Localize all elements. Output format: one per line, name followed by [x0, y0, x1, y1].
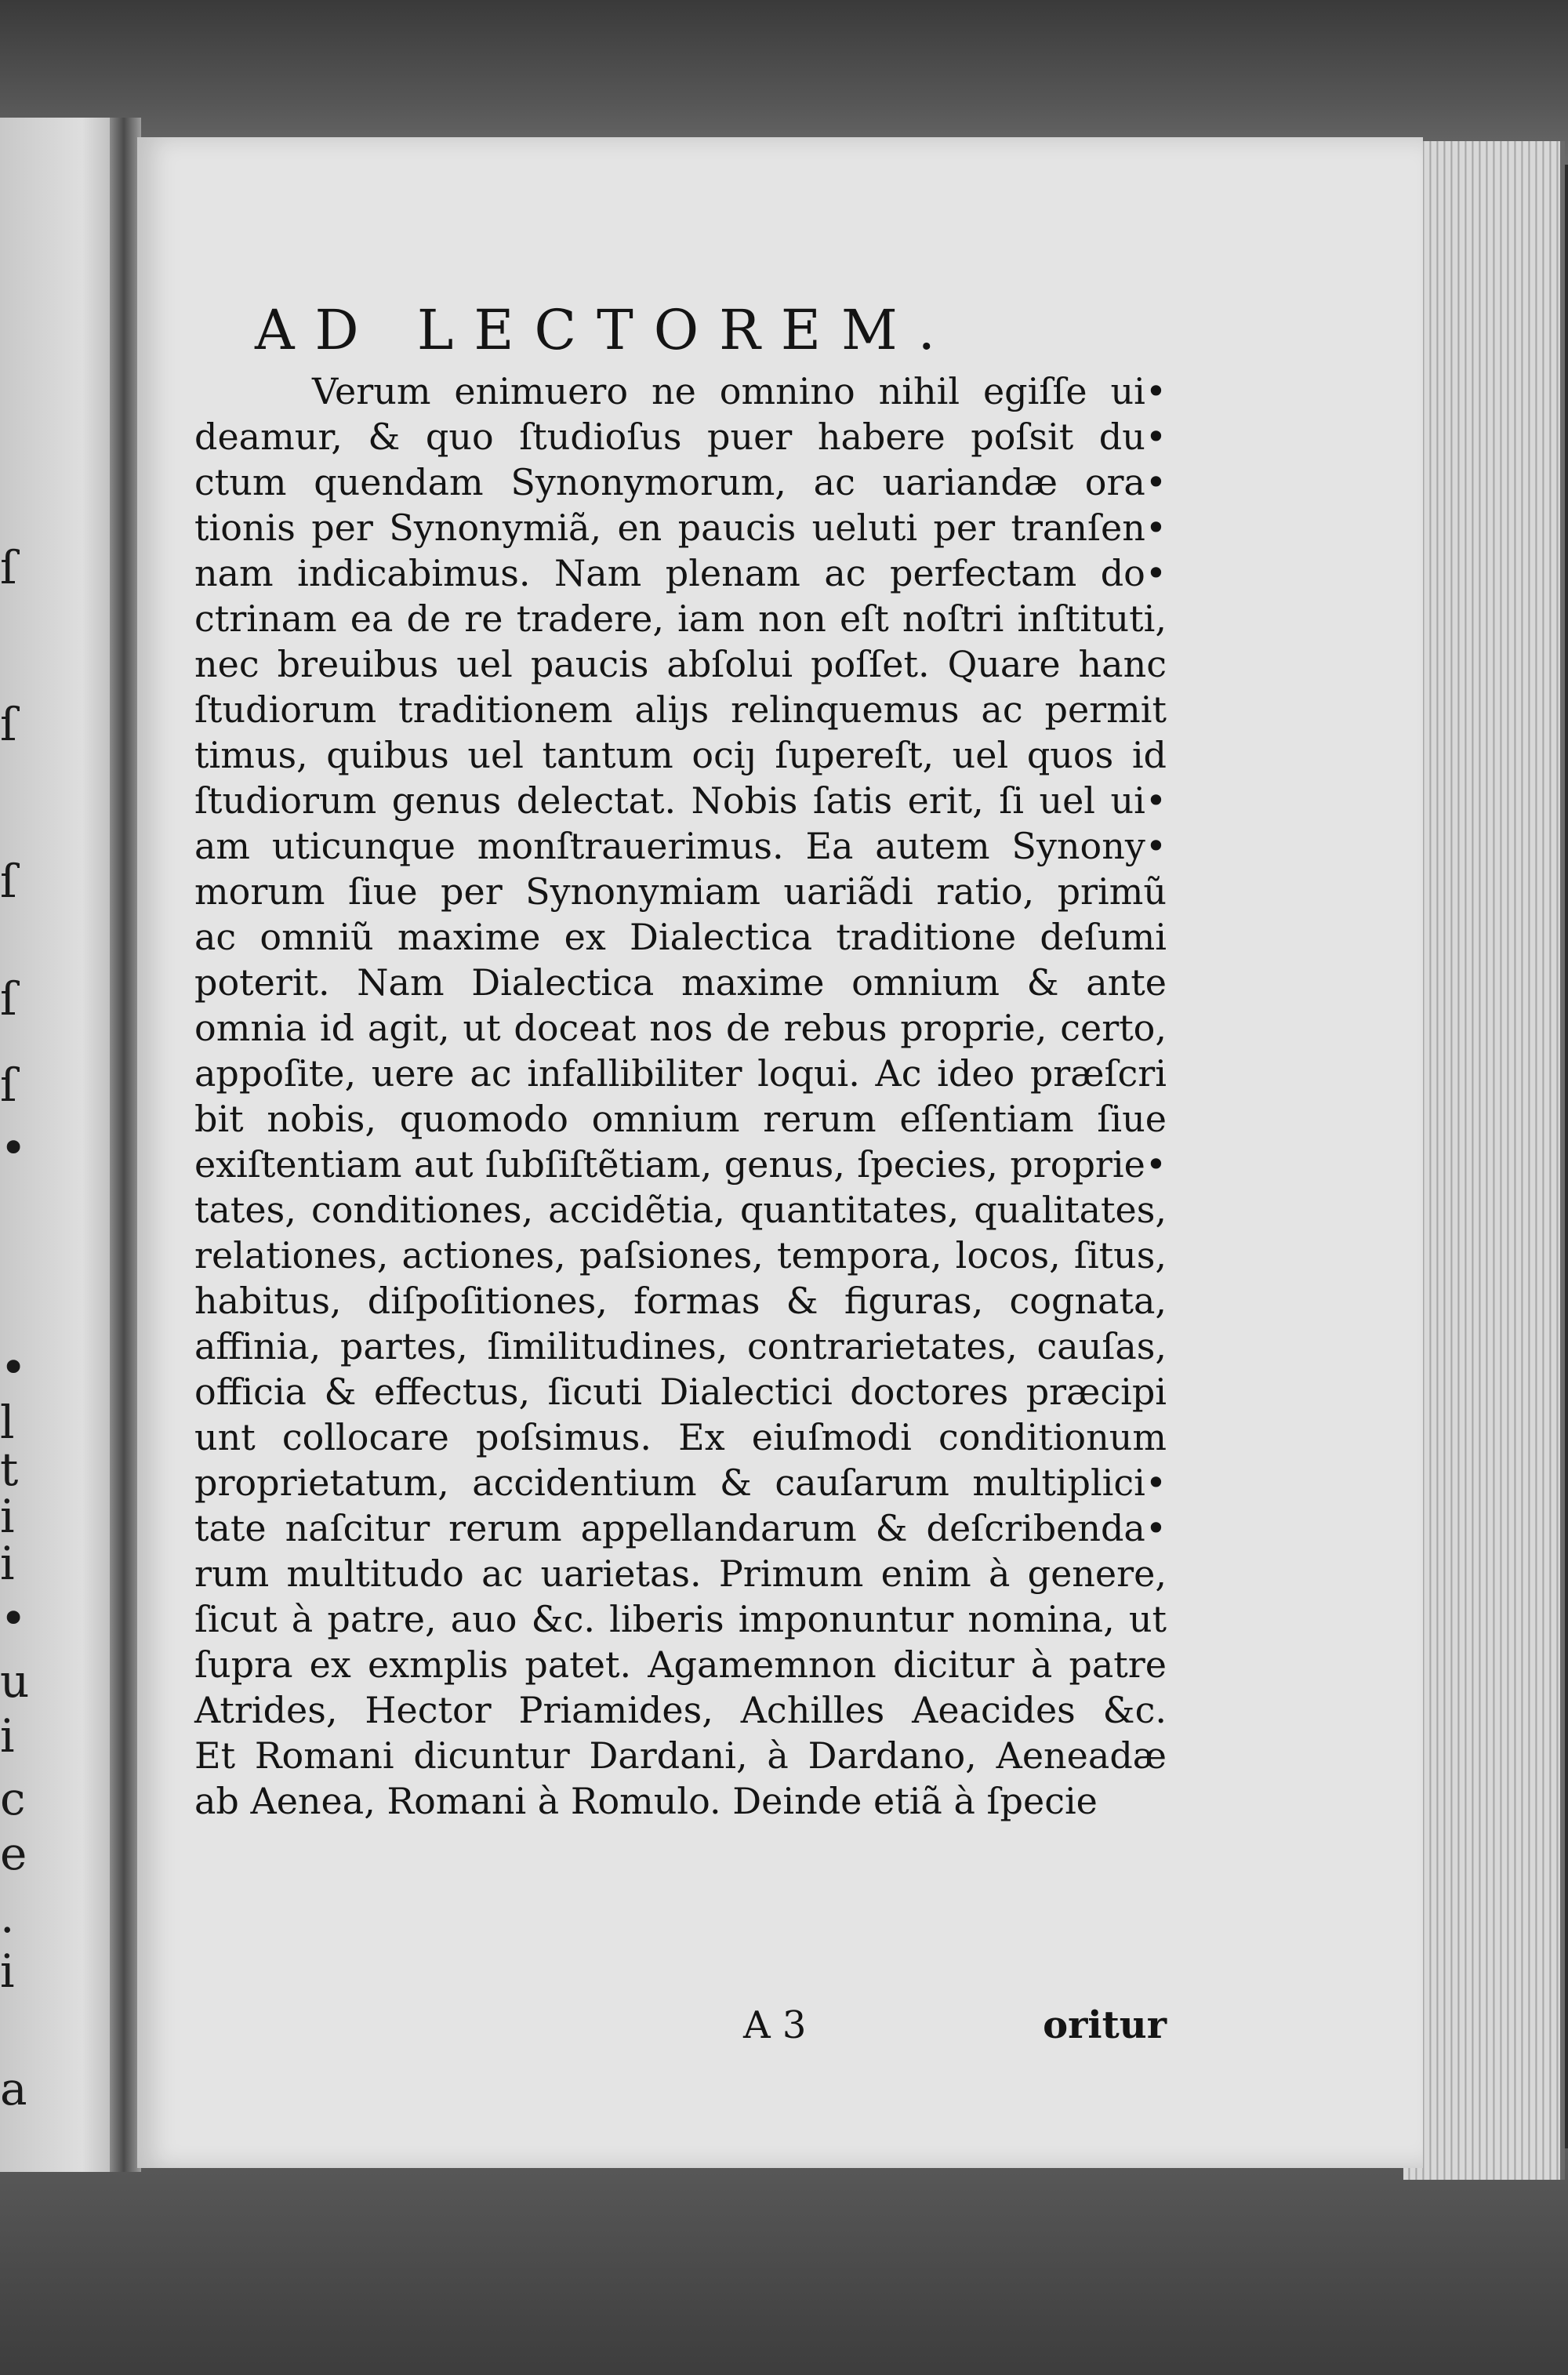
left-page-fragment: • — [0, 1121, 27, 1175]
text-line: Atrides, Hector Priamides, Achilles Aeacides &c. — [194, 1689, 1167, 1731]
page-heading: AD LECTOREM. — [255, 298, 956, 362]
text-line: appoſite, uere ac infallibiliter loqui. Ac ideo præſcri — [194, 1052, 1167, 1095]
page-footer — [194, 2003, 1167, 2058]
text-line: morum ſiue per Synonymiam uariãdi ratio, primũ — [194, 870, 1167, 913]
text-line: ctum quendam Synonymorum, ac uariandæ ora• — [194, 461, 1167, 503]
catchword: oritur — [1043, 2003, 1167, 2047]
text-line: ſtudiorum traditionem aliȷs relinquemus ac permit — [194, 688, 1167, 731]
left-page-fragment: ſ — [0, 1059, 17, 1112]
text-line: Verum enimuero ne omnino nihil egiſſe ui• — [312, 370, 1167, 412]
left-page-fragment: . — [0, 1890, 15, 1943]
left-page-fragment: i — [0, 1490, 15, 1543]
text-line: tates, conditiones, accidẽtia, quantitates, qualitates, — [194, 1189, 1167, 1231]
text-line: tionis per Synonymiã, en paucis ueluti per tranſen• — [194, 507, 1167, 549]
left-page-fragment: a — [0, 2062, 27, 2115]
left-page-fragment: u — [0, 1654, 30, 1708]
text-line: ſicut à patre, auo &c. liberis imponuntur nomina, ut — [194, 1598, 1167, 1640]
book-gutter — [110, 118, 141, 2172]
text-line: tate naſcitur rerum appellandarum & deſcribenda• — [194, 1507, 1167, 1549]
left-page-fragment: e — [0, 1827, 27, 1880]
left-page-fragment: i — [0, 1537, 15, 1590]
text-line: nec breuibus uel paucis abſolui poſſet. Quare hanc — [194, 643, 1167, 685]
text-line: ctrinam ea de re tradere, iam non eſt noſtri inſtituti, — [194, 597, 1167, 640]
text-line: poterit. Nam Dialectica maxime omnium & ante — [194, 961, 1167, 1004]
facing-page-left — [0, 118, 118, 2172]
left-page-fragment: ſ — [0, 855, 17, 908]
text-line: ac omniũ maxime ex Dialectica traditione deſumi — [194, 916, 1167, 958]
body-text — [194, 369, 1167, 1824]
text-line: timus, quibus uel tantum ociȷ ſupereſt, uel quos id — [194, 734, 1167, 776]
text-line: ſtudiorum genus delectat. Nobis ſatis erit, ſi uel ui• — [194, 779, 1167, 822]
left-page-fragment: t — [0, 1443, 19, 1496]
book-cover-bottom — [0, 2148, 1568, 2375]
text-line: omnia id agit, ut doceat nos de rebus proprie, certo, — [194, 1007, 1167, 1049]
text-line: officia & effectus, ſicuti Dialectici doctores præcipi — [194, 1371, 1167, 1413]
text-line: Et Romani dicuntur Dardani, à Dardano, Aeneadæ — [194, 1734, 1167, 1777]
left-page-fragment: ſ — [0, 698, 17, 751]
text-line: affinia, partes, ſimilitudines, contrarietates, cauſas, — [194, 1325, 1167, 1367]
text-line: relationes, actiones, paſsiones, tempora, locos, ſitus, — [194, 1234, 1167, 1276]
text-line: ab Aenea, Romani à Romulo. Deinde etiã à ſpecie — [194, 1780, 1098, 1822]
page-fore-edge — [1403, 141, 1565, 2180]
text-line: habitus, diſpoſitiones, formas & figuras, cognata, — [194, 1280, 1167, 1322]
text-line: proprietatum, accidentium & cauſarum multiplici• — [194, 1462, 1167, 1504]
left-page-fragment: l — [0, 1396, 15, 1449]
left-page-fragment: • — [0, 1592, 27, 1645]
text-line: deamur, & quo ſtudioſus puer habere poſsit du• — [194, 416, 1167, 458]
left-page-fragment: ſ — [0, 972, 17, 1026]
left-page-fragment: ſ — [0, 541, 17, 594]
text-line: ſupra ex exmplis patet. Agamemnon dicitur à patre — [194, 1643, 1167, 1686]
left-page-fragment: c — [0, 1772, 26, 1825]
text-line: bit nobis, quomodo omnium rerum eſſentiam ſiue — [194, 1098, 1167, 1140]
left-page-fragment: i — [0, 1945, 15, 1998]
text-line: nam indicabimus. Nam plenam ac perfectam do• — [194, 552, 1167, 594]
text-line: rum multitudo ac uarietas. Primum enim à genere, — [194, 1552, 1167, 1595]
text-line: unt collocare poſsimus. Ex eiuſmodi conditionum — [194, 1416, 1167, 1458]
left-page-fragment: • — [0, 1341, 27, 1394]
signature-mark: A 3 — [743, 2003, 807, 2047]
text-line: am uticunque monſtrauerimus. Ea autem Synony• — [194, 825, 1167, 867]
text-line: exiſtentiam aut ſubſiſtẽtiam, genus, ſpecies, proprie• — [194, 1143, 1167, 1186]
left-page-fragment: i — [0, 1709, 15, 1763]
